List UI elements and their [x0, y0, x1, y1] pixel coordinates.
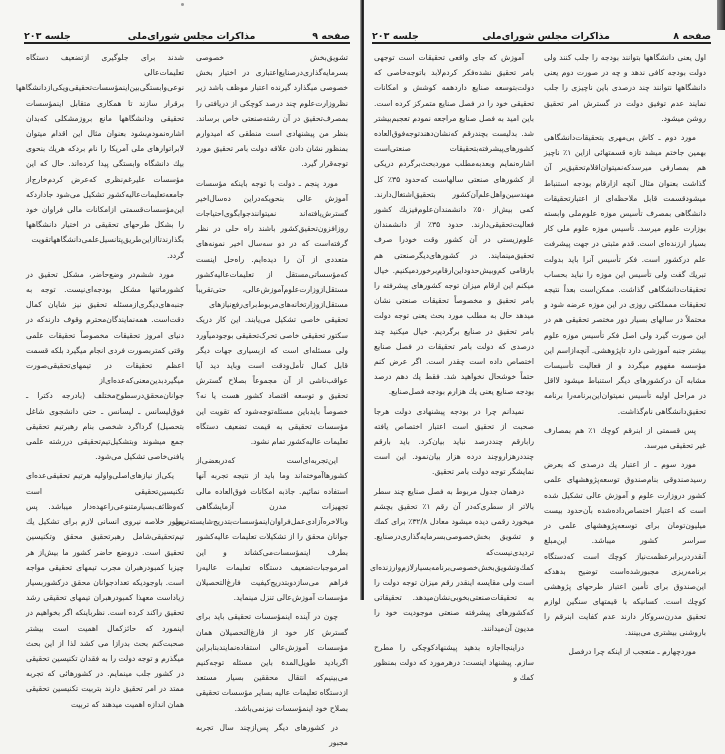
paragraph: مورد ششم‌در وضع‌حاضر، مشکل تحقیق در کشورماتنها مشکل بودجه‌ای‌نیست. توجه به جنبه‌های‌دیگری‌ازمسئله تحقیق نیز شایان کمال دقت‌است. همه‌نمایندگان‌محترم وقوف دارند‌که در دنیای امروز تحقیقات مخصوصاً تحقیقات علمی وقتی کمتر‌بصورت فردی انجام میگیرد بلکه قسمت اعظم تحقیقات در تیمهای‌تحقیقی‌صورت میگیرد‌بدین‌معنی‌که‌عده‌ای‌از جوانان‌محقق‌درسطوح‌مختلف (بادرجه دکترا ـ فوق‌لیسانس ـ لیسانس ـ حتی دانشجوی شاغل بتحصیل) گرداگرد شخصی بنام رهبر‌تیم تحقیقی جمع میشوند وبتشکیل‌تیم‌تحقیقی درر‌شته علمی یافنی‌خاصی تشکیل می‌شود. [26, 269, 184, 462]
paragraph: درهمان جدول مربوط به فصل صنایع چند سطر بالاتر از سطری‌که‌در آن رقم ۱٪ تحقیق بچشم میخورد رقمی دیده میشود معادل ۳۲/۸٪ برای کمك و تشویق بخش‌خصوصی‌بسرمایه‌گذاری‌در‌صنایع. تردیدی‌نیست‌که کمك‌وتشویق‌بخش‌خصوصی‌برنامه‌بسیار‌لازم‌وارزنده‌ای است ولی مقایسه اینقدر رقم میزان توجه دولت را به تحقیقات‌صنعتی‌بخوبی‌نشان‌میدهد. تحقیقاتی که‌کشورهای پیشرفته صنعتی موجودیت خود را مدیون آن‌میدانند. [370, 486, 534, 633]
header-rule [372, 42, 711, 44]
page-header [372, 30, 711, 42]
publication-title: مذاکرات مجلس شورای‌ملی [127, 31, 256, 42]
paragraph: دراینجااجازه بدهید پیشنهاد‌کوچکی را مطرح سازم. پیشنهاد اینست: درهرمورد که دولت بمنظور کمك و [374, 642, 534, 683]
paragraph: این‌تجربه‌ای‌است که‌دربعضی‌از کشورها‌آموخته‌اند وما باید از نتیجه تجربه آنها استفاده نمائیم. جاذبه امکانات فوق‌العاده مالی تجهیزات مدرن آزمایشگاهی وبالاخره‌آزادی‌عمل‌فراوان‌اینمؤسسات‌بتدریج‌شایسته‌ترین جوانان محقق را از تشکیلات تعلیمات عالیه‌کشور بطرف اینمؤسسات‌می‌کشاند و این امرموجبات‌تضعیف دستگاه تعلیمات عالیه‌را فراهم می‌سازدو‌بتدریج‌کیفیت فارغ‌التحصیلان مؤسسات آموزش‌عالی تنزل مینماید. [174, 456, 348, 603]
text-column-left [370, 50, 534, 689]
paragraph: مورد پنجم ـ دولت با توجه باینکه مؤسسات آموزش عالی بنحویکه‌دراین ده‌سال‌اخیر گسترش‌یافته‌اند نمیتوانند‌جوابگوی‌احتیاجات روزافزون‌تحقیق‌کشور باشند راه حلی در نظر گرفته‌است که در دو سه‌سال اخیر نمونه‌های متعددی از آن را دیده‌ایم. راه‌حل اینست که‌مؤسساتی‌مستقل از تعلیمات‌عالیه‌کشور مستقل‌ازوزارت‌علوم‌آموزش‌عالی، حتی‌تقریباً مستقل‌ازوزارتخانه‌های‌مربوط‌برای‌رفع‌نیازهای تحقیقی خاصی تشکیل می‌یابند. این کار دریک سکتور تحقیقی خاصی تحرک‌تحقیقی بوجودمیآورد ولی مسئله‌ای است که ازبسیاری جهات دیگر قابل کمال تأمل‌ودقت است وباید دید آیا عواقب‌ناشی از آن مجموعاً بصلاح گسترش تحقیق و توسعه اقتصاد کشور هست یا نه؟ خصوصاً بایدباین مسئله‌توجه‌شود که تقویت این مؤسسات تحقیقی به قیمت تضعیف دستگاه تعلیمات عالیه‌کشور تمام نشود. [196, 178, 348, 447]
session-number: جلسه ۲۰۳ [372, 31, 419, 42]
page-number-label: صفحه ۹ [312, 31, 350, 42]
paragraph: آموزش که جای واقعی تحقیقات است توجهی بامر تحقیق نشده‌فکر کردم‌لابد باتوجه‌خاصی که دولت‌بتوسعه صنایع داردهمه کوشش و امکانات تحقیقی خود را در فصل صنایع متمرکز کرده است. باین امید به فصل صنایع مراجعه نمودم تعجبم‌بیشتر شد. بدلیست بچندرقم که‌نشان‌دهندتوجه‌فوق‌العاده کشورهای‌پیشرفته‌بتحقیقات صنعتی‌است اشاره‌نمایم وبعد‌به‌مطلب مورد‌بحث‌برگردم دریکی از کشورهای صنعتی سالهاست که‌حدود ۳۵٪ کل مهندسین‌واهل‌علم‌آن‌کشور بتحقیق‌اشتغال‌دارند. کمی بیش‌از ۵۰٪ دانشمندان‌علوم‌فیزیك کشور فعالیت‌تحقیقی‌دارند. حدود ۳۵٪ از دانشمندان علوم‌زیستی در آن کشور وقت خودرا صرف تحقیق‌مینمایند. در کشورهای‌دیگر‌صنعتی هم بارقامی کم‌وبیش‌حدوداین‌ارقام‌برخوردمیکنیم. خیال میکنم این ارقام میزان توجه کشورهای پیشرفته را بامر تحقیق و مخصوصاً تحقیقات صنعتی نشان میدهد حال به مطلب مورد بحث یعنی توجه دولت بامر تحقیق در صنایع برگردیم. خیال میکنید چند درصدی که دولت بامر تحقیقات در فصل صنایع اختصاص داده است چقدر است. اگر عرض کنم حتماً خوشحال نخواهید شد. فقط یك دهم درصد بودجه صنایع یعنی یك هزارم بودجه فصل‌صنایع. [374, 53, 534, 397]
paragraph: یکی‌از نیازهای‌اصلی‌و‌اولیه هرتیم تحقیقی‌عده‌ای تکنیسین‌تحقیقی است که‌وظائف‌بسیار‌متنوعی‌را‌عهده‌دار میباشد. پس بطور خلاصه نیروی انسانی لازم برای تشکیل یك تیم‌تحقیقی‌شامل رهبر‌تحقیق محقق وتکنیسین تحقیق است. در‌وضع حاضر کشور ما بیش‌از هر چیزبا کمبود‌رهبران مجرب تیمهای تحقیقی مواجه است. باوجودیکه تعدادجوانان محقق در‌کشوربسیار زیاد‌است معهذا کمبود‌رهبران تیمهای تحقیقی رشد تحقیق راکند کرده است. نظرباینکه اگر بخواهیم در اینمورد که حائزکمال اهمیت است بیشتر صحبت‌کنم بحث بدرازا می کشد لذا از این بحث میگذرم و توجه دولت را به فقدان تکنیسین تحقیقی در کشور جلب مینمایم. در کشورهائی که تجربه ممتد در امر تحقیق دارند بتربیت تکنیسین تحقیقی همان اندازه اهمیت میدهند که تربیت [26, 471, 184, 709]
paragraph: شدند برای جلوگیری ازتضعیف دستگاه تعلیمات‌عالی نوعی‌وابستگی‌بین‌اینمؤسسات‌تحقیقی‌ویکی‌از‌دانشگاهها برقرار سازند تا همکاری متقابل اینمؤسسات تحقیقی ودانشگاهها مانع بروزمشکلی که‌بدان اشاره‌نمودم‌بشود بعنوان مثال این اقدام میتوان لابراتوارهای ملی آمریکا را نام بردکه هریك بنحوی بیك دانشگاه وابستگی پیدا کرده‌اند. حال که این مؤسسات علیرغم‌نظری که‌عرض کردم‌خارج‌از جامعه‌تعلیمات‌عالیه‌کشور تشکیل می‌شود جادارد‌که این‌مؤسسات‌قسمتی ازامکانات مالی فراوان خود را بشکل طرحهای تحقیقی در اختیار دانشگاهها بگذارند‌تا‌ازاین‌طریق‌پتانسیل‌علمی‌دانشگاهها‌تقویت گردد. [15, 53, 184, 260]
paragraph: نمیدانم چرا در بودجه پیشنهادی دولت هرجا صحبت از تحقیق است اعتبار اختصاص یافته رابارقم چنددرصد نباید بیان‌کرد. باید بارقم چند‌درهزاروچند درده هزار بیان‌نمود. این است نمایشگر توجه دولت بامر تحقیق. [374, 406, 534, 477]
text-column-right [544, 50, 706, 663]
page-8 [364, 0, 725, 683]
session-number: جلسه ۲۰۳ [24, 31, 71, 42]
paragraph: تشویق‌بخش خصوصی بسرمایه‌گذاری‌درصنایع‌اعتباری در اختیار بخش خصوصی میگذارد گیرنده اعتبار موظف باشد زیر نظروزارت‌علوم چند درصد کوچکی از دریافتی را بمصرف‌تحقیق در آن رشته‌صنعتی خاص برساند. بنظر من پیشنهادی است منطقی که امیدوارم بمنظور نشان دادن علاقه دولت بامر تحقیق مورد توجه‌قرار گیرد. [196, 53, 348, 169]
text-column-right [174, 50, 348, 754]
paragraph: در کشورهای دیگر پس‌ازچند سال تجربه مجبور [196, 722, 348, 747]
scan-edge-shadow [717, 0, 725, 30]
paragraph: مورد سوم ـ از اعتبار یك درصدی که بعرض رسید‌صندوقی بنام‌صندوق توسعه‌پژوهشهای علمی کشور دروزارت علوم و آموزش عالی تشکیل شده است که اعتبار اختصاص‌داده‌شده بآن‌حدود بیست میلیون‌تومان برای توسعه‌پژوهشهای علمی در سراسر کشور میباشد. این‌مبلغ آنقدر‌دربرابر‌عظمت‌نیاز کوچك است که‌دستگاه برنامه‌ریزی مجبور‌شده‌است توضیح بدهدکه این‌صندوق برای تأمین اعتبار طرحهای پژوهشی کوچك است. کسانیکه با قیمتهای سنگین لوازم تحقیق مدرن‌سروکار دارند عدم کفایت ابنرقم را باروشنی بیشتری می‌بینند. [544, 460, 706, 637]
scan-speck [181, 3, 184, 6]
paragraph: پس قسمتی از ابنرقم کوچك ۱٪ هم بمصارف غیر تحقیقی میرسد. [544, 425, 706, 451]
paragraph: مورد‌چهارم ـ متعجب از اینکه چرا درفصل [568, 646, 696, 656]
text-column-left [15, 50, 184, 716]
paragraph: چون در آینده اینمؤسسات تحقیقی باید برای گسترش کار خود از فارغ‌التحصیلان همان مؤسسات آموزش‌عالی استفاده‌نمایند‌بنابراین اگر‌بادید طویل‌المدة باین مسئله توجه‌کنیم می‌بینیم‌که انتقال محققین بسیار مستعد ازدستگاه تعلیمات عالیه بسایر مؤسسات تحقیقی بصلاح خود اینمؤسسات نیز‌نمی‌باشد. [196, 612, 348, 713]
page-header [24, 30, 350, 42]
paragraph: مورد دوم ـ کاش بی‌مهری بتحقیقات‌دانشگاهی بهمین جاختم میشد تازه قسمتهائی ازاین ۱٪ ناچیز هم بمصارفی میرسد‌که‌نمیتوان‌اقلام‌تحقیق‌بر آن گذاشت بعنوان مثال آنچه ازارقام بودجه استنباط میشود‌قسمت قابل ملاحظه‌ای از اعتبارتحقیقات دانشگاهی بمصرف تأسیس موزه علوم‌ملی وابسته بوزارت علوم میرسد. تأسیس موزه علوم ملی کار بسیار ارزنده‌ای است. قدم مثبتی در جهت پیشرفت علم در‌کشور است. فکر تأسیس آنرا باید بدولت تبریك گفت ولی تأسیس این موزه را نباید بحساب تحقیقات‌دانشگاهی گذاشت. ممکن‌است بعداً نتیجه تحقیقات ممملکتی روزی در این موزه عرضه شود و محتملاً در سالهای بسیار دور مختصر تحقیقی هم در این صورت گیرد ولی اصل فکر تأسیس موزه علوم بیشتر جنبه آموزشی دارد تاپژوهشی. آنچه‌ازاسم این مؤسسه مفهوم میگردد و از فعالیت تأسیسات مشابه آن در‌کشورهای دیگر استنباط میشود لااقل در مراحل اولیه تأسیس نمیتوان‌این‌برنامه‌را برنامه تحقیق‌دانشگاهی نام‌گذاشت. [544, 133, 706, 416]
page-number-label: صفحه ۸ [673, 31, 711, 42]
header-rule [24, 42, 350, 44]
page-9 [0, 0, 362, 747]
paragraph: اول یعنی دانشگاهها بتوانند بودجه را جلب کنند ولی دولت بودجه کافی ندهد و چه در صورت دوم یعنی دانشگاهها نتوانند چند درصدی باین ناچیزی را جلب نمایند عدم توفیق دولت در گسترش امر تحقیق روشن میشود. [544, 53, 706, 123]
publication-title: مذاکرات مجلس شورای‌ملی [482, 31, 610, 42]
